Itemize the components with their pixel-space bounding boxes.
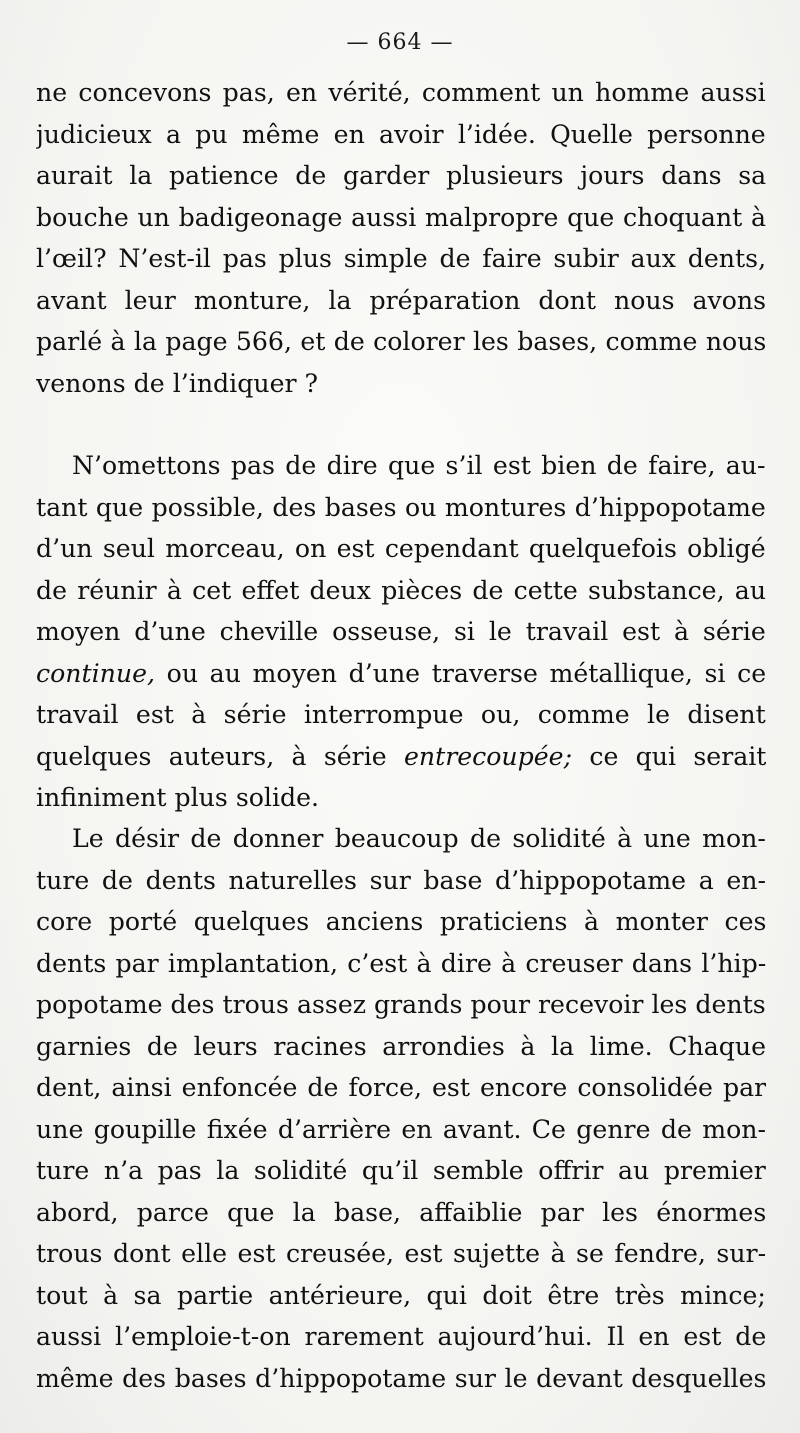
text-line: moyen d’une cheville osseuse, si le travail est à série — [36, 617, 766, 646]
text-line: l’œil? N’est-il pas plus simple de faire subir aux dents, — [36, 244, 766, 273]
text-line: avant leur monture, la préparation dont nous avons — [36, 285, 766, 315]
text-line: tant que possible, des bases ou montures d’hippopotame — [36, 492, 766, 522]
text-line — [36, 736, 766, 778]
text-segment: quelques auteurs, à série — [36, 741, 404, 771]
paragraph-1 — [36, 72, 766, 404]
text-line: infiniment plus solide. — [36, 783, 320, 812]
text-line: venons de l’indiquer ? — [36, 368, 319, 398]
text-line: Le désir de donner beaucoup de solidité à une mon- — [72, 824, 766, 853]
italic-term: continue, — [36, 658, 156, 688]
italic-term: entrecoupée; — [403, 741, 573, 771]
text-line: ture de dents naturelles sur base d’hippopotame a en- — [36, 865, 766, 895]
text-line: d’un seul morceau, on est cependant quelquefois obligé — [36, 534, 766, 563]
text-line: tout à sa partie antérieure, qui doit être très mince; — [36, 1280, 766, 1310]
text-line: parlé à la page 566, et de colorer les bases, comme nous — [36, 327, 766, 356]
text-segment: ce qui serait — [572, 741, 766, 771]
text-line: abord, parce que la base, affaiblie par les énormes — [36, 1197, 766, 1227]
text-line: ne concevons pas, en vérité, comment un homme aussi — [36, 78, 766, 107]
text-line: dents par implantation, c’est à dire à creuser dans l’hip- — [36, 948, 766, 978]
text-line: N’omettons pas de dire que s’il est bien de faire, au- — [72, 451, 766, 480]
text-segment: ou au moyen d’une traverse métallique, si ce — [155, 658, 766, 688]
text-line: dent, ainsi enfoncée de force, est encore consolidée par — [36, 1073, 766, 1102]
text-line: aussi l’emploie-t-on rarement aujourd’hui. Il en est de — [36, 1322, 766, 1351]
text-line: popotame des trous assez grands pour recevoir les dents — [36, 990, 766, 1019]
text-line — [36, 653, 766, 695]
text-line: de réunir à cet effet deux pièces de cette substance, au — [36, 575, 766, 605]
text-line: garnies de leurs racines arrondies à la lime. Chaque — [36, 1031, 766, 1061]
text-line: aurait la patience de garder plusieurs jours dans sa — [36, 161, 766, 190]
text-line: même des bases d’hippopotame sur le devant desquelles — [36, 1363, 766, 1393]
text-line: ture n’a pas la solidité qu’il semble offrir au premier — [36, 1156, 766, 1185]
text-line: judicieux a pu même en avoir l’idée. Quelle personne — [36, 119, 766, 149]
paragraph-2 — [36, 445, 766, 819]
paragraph-3 — [36, 818, 766, 1399]
text-line: trous dont elle est creusée, est sujette à se fendre, sur- — [36, 1239, 766, 1268]
page-number: — 664 — — [346, 30, 454, 55]
text-line: core porté quelques anciens praticiens à monter ces — [36, 907, 766, 936]
text-line: bouche un badigeonage aussi malpropre que choquant à — [36, 202, 766, 232]
text-line: une goupille fixée d’arrière en avant. Ce genre de mon- — [36, 1114, 766, 1144]
text-line: travail est à série interrompue ou, comme le disent — [36, 700, 766, 729]
